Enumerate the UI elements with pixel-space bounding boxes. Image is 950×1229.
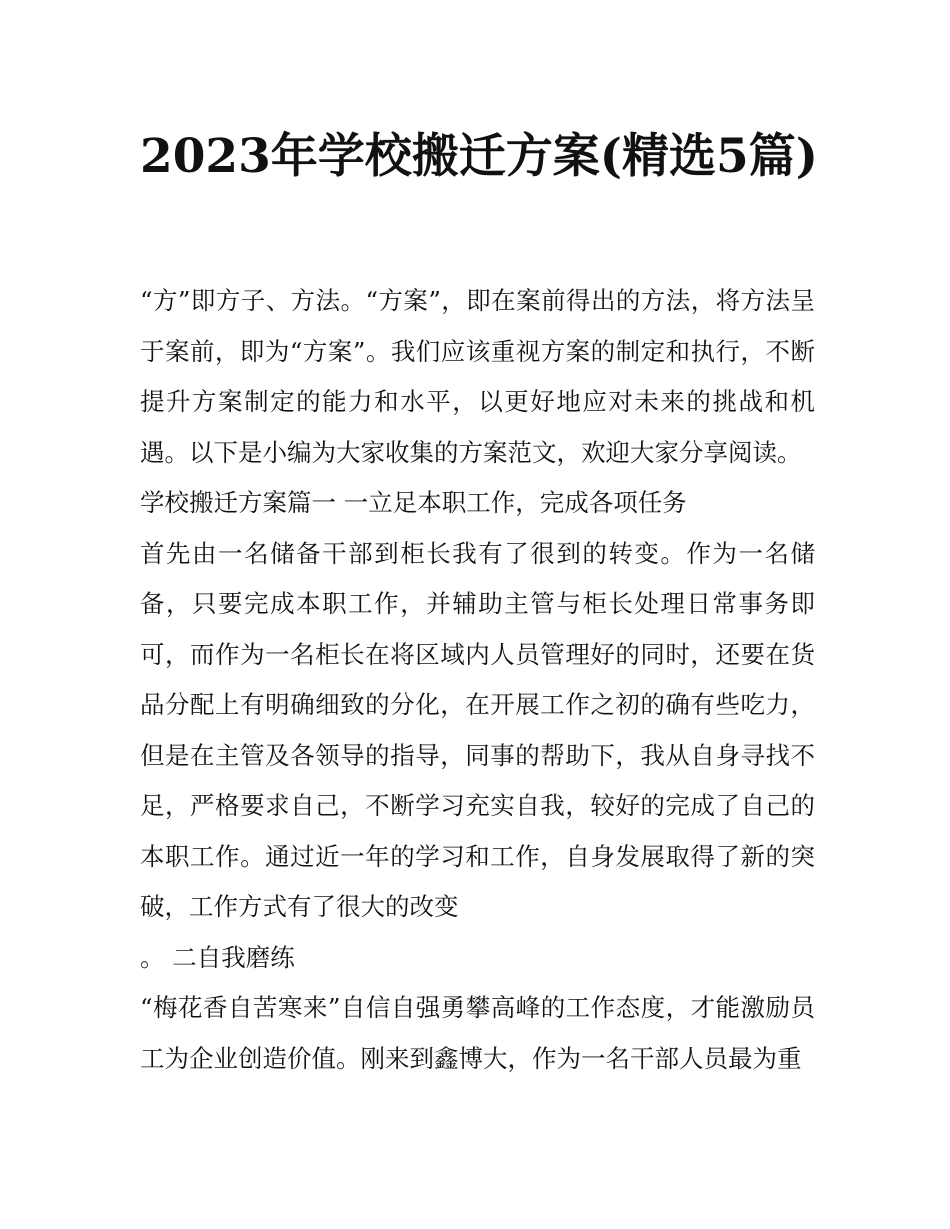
section-heading-one: 学校搬迁方案篇一 一立足本职工作，完成各项任务 [140, 488, 687, 517]
body-paragraph: 首先由一名储备干部到柜长我有了很到的转变。作为一名储备，只要完成本职工作，并辅助主管与柜长处理日常事务即可，而作为一名柜长在将区域内人员管理好的同时，还要在货品分配上有明确细致的分化，在开展工作之初的确有些吃力，但是在主管及各领导的指导，同事的帮助下，我从自身寻找不足，严格要求自己，不断学习充实自我，较好的完成了自己的本职工作。通过近一年的学习和工作，自身发展取得了新的突破，工作方式有了很大的改变 [140, 538, 815, 921]
section-heading-two: 。 二自我磨练 [140, 942, 295, 972]
body-paragraph-two: “梅花香自苦寒来”自信自强勇攀高峰的工作态度，才能激励员工为企业创造价值。刚来到鑫博大，作为一名干部人员最为重 [140, 993, 815, 1073]
document-body [140, 276, 815, 1084]
document-title: 2023年学校搬迁方案(精选5篇) [140, 129, 818, 184]
intro-paragraph: “方”即方子、方法。“方案”，即在案前得出的方法，将方法呈于案前，即为“方案”。我们应该重视方案的制定和执行，不断提升方案制定的能力和水平，以更好地应对未来的挑战和机遇。以下是小编为大家收集的方案范文，欢迎大家分享阅读。 [140, 286, 815, 467]
